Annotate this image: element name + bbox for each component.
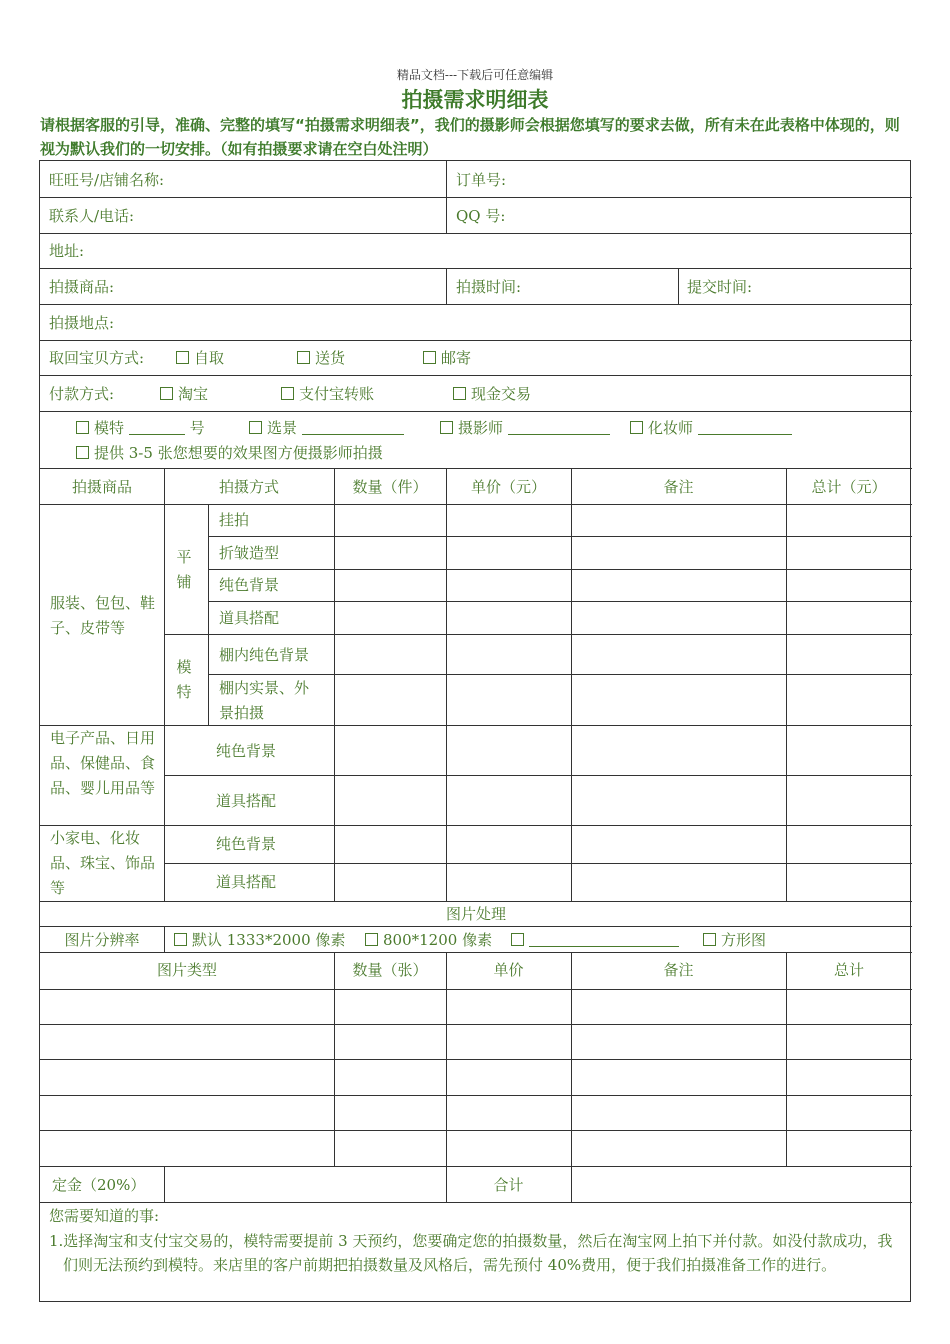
checkbox-icon: [511, 933, 524, 946]
image-header-type: 图片类型: [156, 961, 217, 979]
checkbox-icon: [160, 387, 173, 400]
header-total: 总计（元）: [811, 478, 887, 496]
resolution-800[interactable]: [365, 928, 492, 952]
checkbox-icon: [440, 421, 453, 434]
method-solid-bg: 纯色背景: [219, 576, 280, 594]
notice-item-1-text: 1.选择淘宝和支付宝交易的，模特需要提前 3 天预约，您要确定您的拍摄数量，然后在淘宝网上拍下并付款。如没付款成功，我们则无法预约到模特。来店里的客户前期把拍摄数量及风格后，需先预付 40%费用，便于我们拍摄准备工作的进行。: [49, 1232, 893, 1274]
address-label: 地址:: [49, 242, 85, 260]
extra-reference-label: 提供 3-5 张您想要的效果图方便摄影师拍摄: [94, 444, 383, 462]
qq-label: QQ 号:: [456, 207, 506, 225]
resolution-custom-blank[interactable]: [529, 932, 679, 947]
location-label: 拍摄地点:: [49, 314, 115, 332]
photographer-blank[interactable]: [508, 420, 610, 435]
model-suffix: 号: [189, 419, 205, 437]
resolution-800-label: 800*1200 像素: [383, 931, 493, 949]
image-header-unit-price: 单价: [493, 961, 524, 979]
makeup-blank[interactable]: [698, 420, 792, 435]
method-electronics-props: 道具搭配: [216, 792, 277, 810]
checkbox-icon: [76, 421, 89, 434]
method-hanging: 挂拍: [219, 511, 250, 529]
method-electronics-solid: 纯色背景: [216, 742, 277, 760]
payment-cash-label: 现金交易: [471, 385, 532, 403]
checkbox-icon: [365, 933, 378, 946]
payment-alipay-label: 支付宝转账: [299, 385, 375, 403]
model-label: 模特: [176, 658, 192, 701]
payment-alipay[interactable]: [281, 382, 374, 406]
checkbox-icon: [297, 351, 310, 364]
extra-makeup-label: 化妆师: [648, 419, 694, 437]
image-header-total: 总计: [833, 961, 864, 979]
extra-model[interactable]: [76, 416, 205, 440]
image-processing-title: 图片处理: [445, 905, 506, 923]
submit-time-label: 提交时间:: [687, 278, 753, 296]
checkbox-icon: [174, 933, 187, 946]
checkbox-icon: [76, 446, 89, 459]
method-appliances-solid: 纯色背景: [216, 835, 277, 853]
checkbox-icon: [249, 421, 262, 434]
contact-label: 联系人/电话:: [49, 207, 135, 225]
extra-photographer-label: 摄影师: [458, 419, 504, 437]
method-appliances-props: 道具搭配: [216, 873, 277, 891]
sum-label: 合计: [493, 1176, 524, 1194]
pickup-label: 取回宝贝方式:: [49, 349, 145, 367]
model-number-blank[interactable]: [129, 420, 185, 435]
resolution-custom[interactable]: [511, 928, 679, 952]
method-studio-outdoor: 棚内实景、外景拍摄: [219, 679, 310, 722]
notice-item-1: [49, 1229, 905, 1277]
category-appliances: 小家电、化妆品、珠宝、饰品等: [50, 829, 156, 897]
intro-text: 请根据客服的引导，准确、完整的填写“拍摄需求明细表”，我们的摄影师会根据您填写的要求去做，所有未在此表格中体现的，则视为默认我们的一切安排。（如有拍摄要求请在空白处注明）: [40, 116, 900, 158]
scene-blank[interactable]: [302, 420, 404, 435]
header-remarks: 备注: [663, 478, 694, 496]
extra-scene-label: 选景: [267, 419, 298, 437]
method-props: 道具搭配: [219, 609, 280, 627]
method-wrinkle: 折皱造型: [219, 544, 280, 562]
method-studio-solid: 棚内纯色背景: [219, 646, 310, 664]
shoot-time-label: 拍摄时间:: [456, 278, 522, 296]
payment-label: 付款方式:: [49, 385, 115, 403]
requirements-form: [39, 160, 911, 1302]
pickup-self[interactable]: [176, 346, 224, 370]
notice-title: 您需要知道的事:: [49, 1207, 160, 1225]
pickup-mail-label: 邮寄: [441, 349, 472, 367]
header-product: 拍摄商品: [71, 478, 132, 496]
resolution-default-label: 默认 1333*2000 像素: [192, 931, 346, 949]
extra-photographer[interactable]: [440, 416, 610, 440]
product-label: 拍摄商品:: [49, 278, 115, 296]
top-note: 精品文档---下载后可任意编辑: [396, 68, 554, 82]
extra-makeup[interactable]: [630, 416, 792, 440]
payment-taobao[interactable]: [160, 382, 208, 406]
resolution-default[interactable]: [174, 928, 345, 952]
pickup-delivery[interactable]: [297, 346, 345, 370]
image-header-remarks: 备注: [663, 961, 694, 979]
header-unit-price: 单价（元）: [470, 478, 546, 496]
pickup-mail[interactable]: [423, 346, 471, 370]
page-title: 拍摄需求明细表: [401, 88, 549, 112]
header-method: 拍摄方式: [218, 478, 279, 496]
pickup-delivery-label: 送货: [315, 349, 346, 367]
flat-label: 平铺: [176, 548, 192, 591]
checkbox-icon: [630, 421, 643, 434]
pickup-self-label: 自取: [194, 349, 225, 367]
shop-name-label: 旺旺号/店铺名称:: [49, 171, 165, 189]
resolution-square[interactable]: [703, 928, 766, 952]
resolution-square-label: 方形图: [721, 931, 767, 949]
extra-scene[interactable]: [249, 416, 404, 440]
checkbox-icon: [176, 351, 189, 364]
image-header-quantity: 数量（张）: [352, 961, 428, 979]
header-quantity: 数量（件）: [352, 478, 428, 496]
checkbox-icon: [703, 933, 716, 946]
payment-taobao-label: 淘宝: [178, 385, 209, 403]
category-clothing: 服装、包包、鞋子、皮带等: [50, 594, 156, 637]
deposit-label: 定金（20%）: [52, 1176, 146, 1194]
payment-cash[interactable]: [453, 382, 531, 406]
category-electronics: 电子产品、日用品、保健品、食品、婴儿用品等: [50, 729, 156, 797]
resolution-label: 图片分辨率: [64, 931, 140, 949]
extra-model-label: 模特: [94, 419, 125, 437]
checkbox-icon: [281, 387, 294, 400]
order-number-label: 订单号:: [456, 171, 507, 189]
checkbox-icon: [453, 387, 466, 400]
extra-reference[interactable]: [76, 441, 383, 465]
checkbox-icon: [423, 351, 436, 364]
